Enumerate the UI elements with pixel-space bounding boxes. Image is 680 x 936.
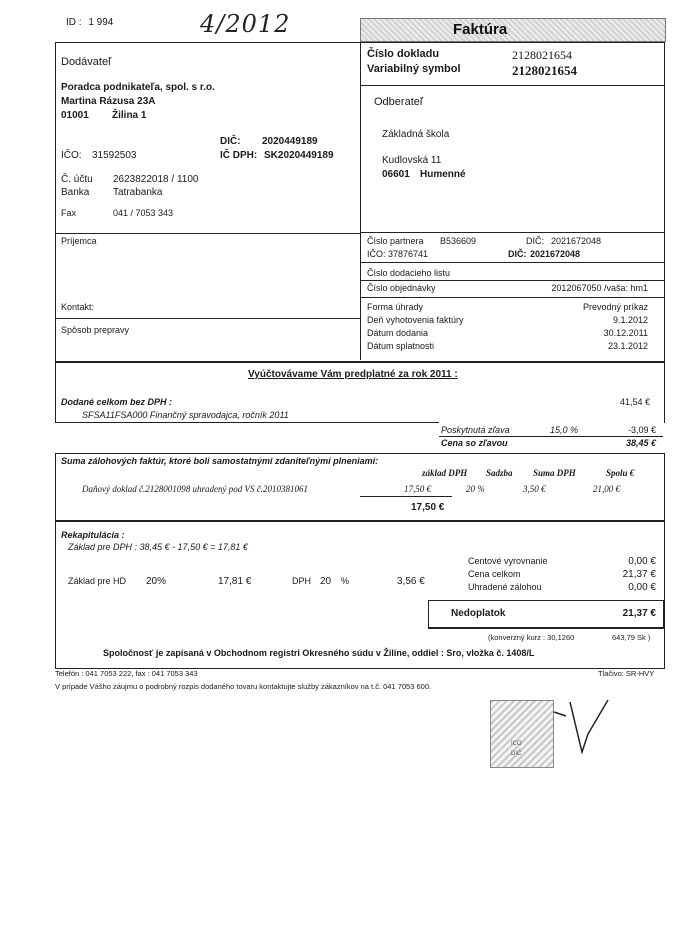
customer-street: Kudlovská 11	[382, 155, 442, 166]
id-label-text: ID :	[66, 17, 82, 28]
transport-label: Spôsob prepravy	[61, 325, 130, 335]
contact-label: Kontakt:	[61, 302, 95, 312]
customer-zip: 06601	[382, 169, 410, 180]
paid-value: 0,00 €	[628, 582, 656, 593]
unpaid-value: 21,37 €	[622, 608, 656, 619]
supplier-icdph-label: IČ DPH:	[220, 150, 258, 161]
supplier-name: Poradca podnikateľa, spol. s r.o.	[61, 82, 215, 93]
supplier-bank-label: Banka	[61, 187, 90, 198]
supplier-ico-label: IČO:	[61, 150, 82, 161]
id-label	[66, 17, 113, 28]
partner-dic-label: DIČ:	[526, 236, 544, 246]
adv-sum: 17,50 €	[411, 502, 445, 513]
delivery-date-label: Dátum dodania	[367, 328, 429, 338]
divider-right-2	[361, 232, 664, 233]
partner-dic2: 2021672048	[530, 249, 581, 259]
order-label: Číslo objednávky	[367, 283, 436, 293]
billing-item: SFSA11FSA000 Finančný spravodajca, ročník 2011	[82, 410, 289, 420]
dph-label: DPH	[292, 576, 312, 586]
partner-label: Číslo partnera	[367, 236, 424, 246]
varsym-value: 2128021654	[512, 63, 577, 78]
adv-row-total: 21,00 €	[593, 484, 620, 494]
unpaid-label: Nedoplatok	[451, 608, 506, 619]
issue-date-label: Deň vyhotovenia faktúry	[367, 315, 464, 325]
discount-value: -3,09 €	[627, 425, 656, 435]
docnum-label: Číslo dokladu	[367, 48, 440, 60]
round-label: Centové vyrovnanie	[468, 556, 548, 566]
customer-name: Základná škola	[382, 129, 450, 140]
due-date-value: 23.1.2012	[607, 341, 648, 351]
adv-row-vat: 3,50 €	[523, 484, 546, 494]
recap-base-line: Základ pre DPH : 38,45 € - 17,50 € = 17,81 €	[68, 542, 248, 552]
billing-bottom-border	[55, 422, 439, 423]
discount-label: Poskytnutá zľava	[441, 425, 510, 435]
order-value: 2012067050 /vaša: hm1	[551, 283, 648, 293]
supplier-fax-label: Fax	[61, 208, 77, 218]
supplier-bank: Tatrabanka	[113, 187, 163, 198]
dph-pct: 20	[320, 576, 332, 587]
dph-pct-sign: %	[341, 576, 350, 586]
stamp	[490, 700, 554, 768]
adv-col-vat: Suma DPH	[533, 468, 576, 478]
supplier-account: 2623822018 / 1100	[113, 174, 199, 185]
divider-right-3	[361, 297, 664, 298]
partner-dic: 2021672048	[551, 236, 602, 246]
partner-ico: 37876741	[388, 249, 429, 259]
issue-date-value: 9.1.2012	[612, 315, 648, 325]
partner-divider	[361, 262, 664, 263]
discount-underline	[439, 436, 663, 437]
stamp-text-1: ICO	[511, 741, 522, 747]
paid-label: Uhradené zálohou	[468, 582, 542, 592]
total-value: 21,37 €	[622, 569, 656, 580]
adv-row-base: 17,50 €	[404, 484, 431, 494]
vertical-divider	[360, 42, 361, 360]
after-discount-label: Cena so zľavou	[441, 438, 508, 448]
delivery-divider	[361, 280, 664, 281]
delivery-note-label: Číslo dodacieho listu	[367, 268, 451, 278]
hd-label: Základ pre HD	[68, 576, 127, 586]
supplier-fax: 041 / 7053 343	[113, 208, 174, 218]
supplier-zip: 01001	[61, 110, 89, 121]
divider-right-1	[361, 85, 664, 86]
billing-total-label: Dodané celkom bez DPH :	[61, 397, 173, 407]
id-value: 1 994	[88, 17, 114, 28]
dph-amount: 3,56 €	[397, 576, 425, 587]
footer-note: V prípade Vášho záujmu o podrobný rozpis dodaného tovaru kontaktujte služby zákazníkov na t.č. 041 7053 600.	[55, 682, 432, 691]
title-banner	[360, 18, 666, 42]
payment-form-value: Prevodný príkaz	[582, 302, 648, 312]
delivery-date-value: 30.12.2011	[603, 328, 648, 338]
adv-row-rate: 20 %	[466, 484, 485, 494]
customer-heading: Odberateľ	[374, 96, 424, 108]
supplier-city: Žilina 1	[112, 110, 147, 121]
doc-title: Faktúra	[453, 21, 508, 38]
stamp-text-2: DIČ	[511, 751, 522, 757]
supplier-account-label: Č. účtu	[61, 174, 93, 185]
adv-col-total: Spolu €	[606, 468, 635, 478]
recap-heading: Rekapitulácia :	[61, 530, 125, 540]
billing-heading: Vyúčtovávame Vám predplatné za rok 2011 :	[248, 369, 458, 380]
customer-city: Humenné	[420, 169, 466, 180]
signature	[548, 694, 618, 764]
round-value: 0,00 €	[628, 556, 656, 567]
footer-phone: Telefón : 041 7053 222, fax : 041 7053 343	[55, 669, 198, 678]
hd-pct: 20%	[146, 576, 167, 587]
supplier-heading: Dodávateľ	[61, 56, 112, 68]
partner-value: B536609	[440, 236, 477, 246]
supplier-dic: 2020449189	[262, 136, 318, 147]
docnum-value: 2128021654	[512, 48, 572, 62]
adv-sum-line	[360, 496, 452, 497]
hd-amount: 17,81 €	[218, 576, 252, 587]
handwritten-number: 4/2012	[200, 10, 291, 38]
supplier-dic-label: DIČ:	[220, 136, 241, 147]
discount-pct: 15,0 %	[550, 425, 579, 435]
footer-printer: Tlačivo: SR-HVY	[598, 669, 655, 678]
divider-left-2	[55, 318, 360, 319]
supplier-street: Martina Rázusa 23A	[61, 96, 156, 107]
divider-left-1	[55, 233, 360, 234]
advances-heading: Suma zálohových faktúr, ktoré boli samostatnými zdaniteľnými plneniami:	[61, 456, 379, 466]
recipient-label: Príjemca	[61, 236, 97, 246]
registry-text: Spoločnosť je zapísaná v Obchodnom registri Okresného súdu v Žiline, oddiel : Sro, vložka č. 1408/L	[103, 648, 535, 658]
partner-ico-label: IČO:	[367, 249, 386, 259]
adv-col-base: základ DPH	[422, 468, 468, 478]
skk-amount: 643,79 Sk )	[612, 633, 651, 642]
billing-total-value: 41,54 €	[619, 397, 650, 407]
varsym-label: Variabilný symbol	[367, 63, 461, 75]
due-date-label: Dátum splatnosti	[367, 341, 435, 351]
total-label: Cena celkom	[468, 569, 521, 579]
partner-dic2-label: DIČ:	[508, 249, 527, 259]
adv-col-rate: Sadzba	[486, 468, 513, 478]
billing-left-border	[55, 362, 56, 422]
adv-row-text: Daňový doklad č.2128001098 uhradený pod VS č.2010381061	[82, 484, 308, 494]
after-discount-value: 38,45 €	[625, 438, 656, 448]
supplier-icdph: SK2020449189	[264, 150, 334, 161]
rate-note: (konverzný kurz : 30,1260	[488, 633, 575, 642]
payment-form-label: Forma úhrady	[367, 302, 424, 312]
supplier-ico: 31592503	[92, 150, 137, 161]
